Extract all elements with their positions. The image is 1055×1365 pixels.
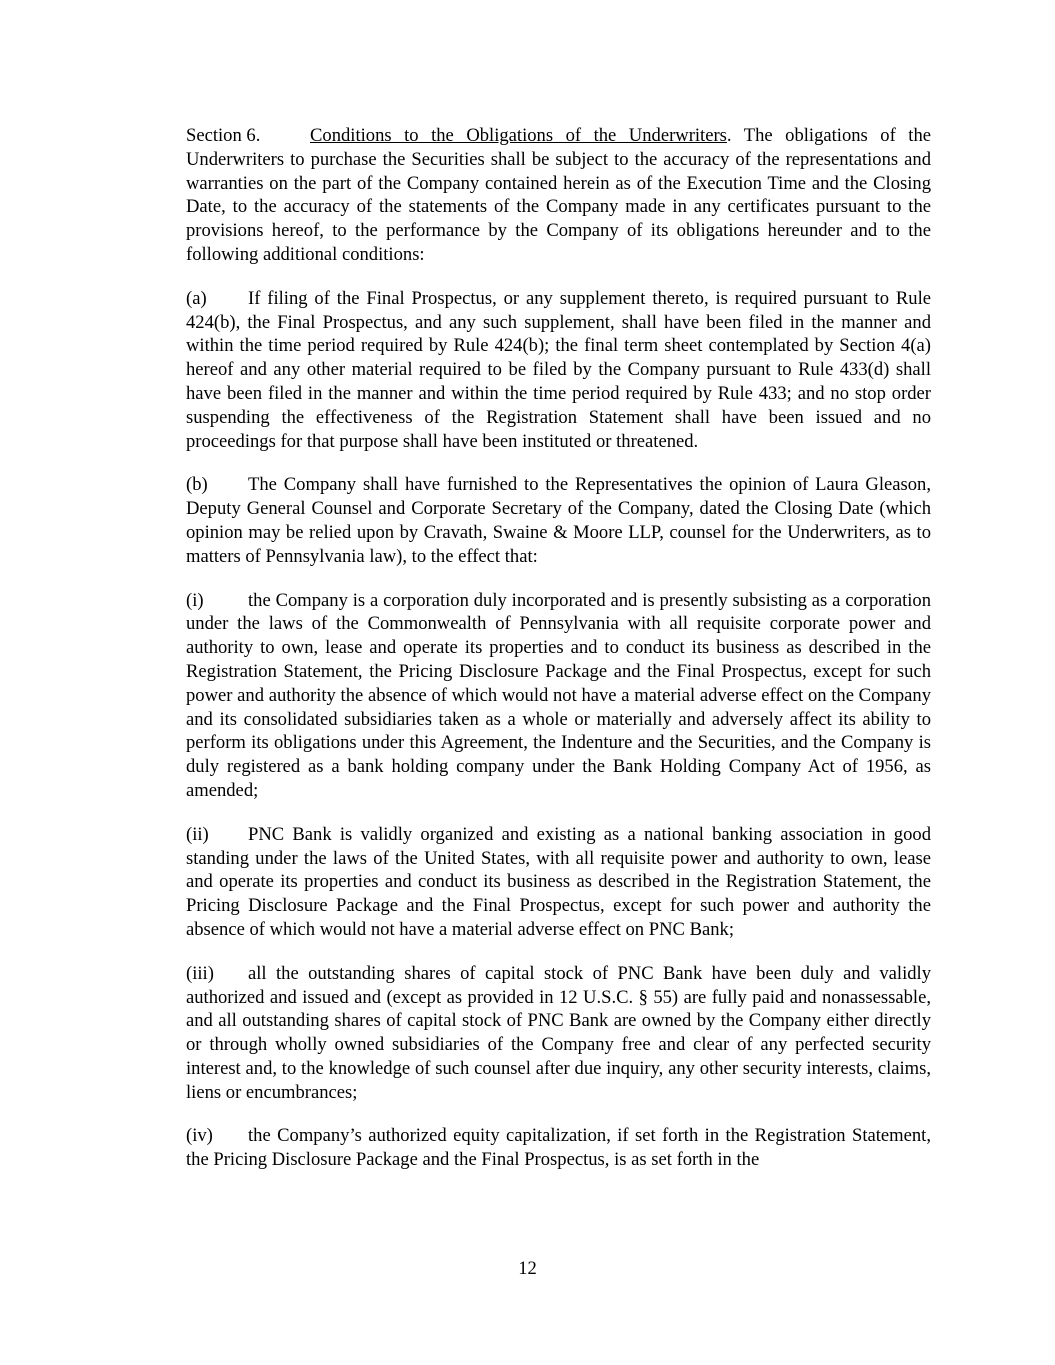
paragraph-label: (ii) [186, 823, 209, 845]
paragraph-label: (b) [186, 474, 208, 496]
paragraph-a [186, 287, 931, 454]
paragraph-i [186, 589, 931, 803]
section-heading: Conditions to the Obligations of the Underwriters [310, 125, 727, 146]
paragraph-label: (a) [186, 287, 207, 309]
paragraph-label: (iii) [186, 962, 214, 984]
paragraph-iv [186, 1124, 931, 1172]
section-text: The obligations of the Underwriters to purchase the Securities shall be subject to the accuracy of the representations and warranties on the part of the Company contained herein as of the Execution Time and the Closing Date, to the accuracy of the statements of the Company made in any certificates pursuant to the provisions hereof, to the performance by the Company of its obligations hereunder and to the following additional conditions: [186, 125, 931, 265]
paragraph-iii [186, 962, 931, 1105]
paragraph-text: PNC Bank is validly organized and existing as a national banking association in good standing under the laws of the United States, with all requisite power and authority to own, lease and operate its properties and conduct its business as described in the Registration Statement, the Pricing Disclosure Package and the Final Prospectus, except for such power and authority the absence of which would not have a material adverse effect on PNC Bank; [186, 823, 931, 940]
paragraph-text: the Company’s authorized equity capitalization, if set forth in the Registration Statement, the Pricing Disclosure Package and the Final Prospectus, is as set forth in the [186, 1125, 931, 1171]
section-label: Section 6. [186, 125, 261, 146]
paragraph-text: If filing of the Final Prospectus, or any supplement thereto, is required pursuant to Rule 424(b), the Final Prospectus, and any such supplement, shall have been filed in the manner and within the time period required by Rule 424(b); the final term sheet contemplated by Section 4(a) hereof and any other material required to be filed by the Company pursuant to Rule 433(d) shall have been filed in the manner and within the time period required by Rule 433; and no stop order suspending the effectiveness of the Registration Statement shall have been issued and no proceedings for that purpose shall have been instituted or threatened. [186, 287, 931, 452]
paragraph-text: The Company shall have furnished to the Representatives the opinion of Laura Gleason, Deputy General Counsel and Corporate Secretary of the Company, dated the Closing Date (which opinion may be relied upon by Cravath, Swaine & Moore LLP, counsel for the Underwriters, as to matters of Pennsylvania law), to the effect that: [186, 474, 931, 567]
section-6-paragraph [186, 124, 931, 267]
document-body [186, 124, 931, 1192]
paragraph-text: the Company is a corporation duly incorporated and is presently subsisting as a corporation under the laws of the Commonwealth of Pennsylvania with all requisite corporate power and authority to own, lease and operate its properties and to conduct its business as described in the Registration Statement, the Pricing Disclosure Package and the Final Prospectus, except for such power and authority the absence of which would not have a material adverse effect on the Company and its consolidated subsidiaries taken as a whole or materially and adversely affect its ability to perform its obligations under this Agreement, the Indenture and the Securities, and the Company is duly registered as a bank holding company under the Bank Holding Company Act of 1956, as amended; [186, 589, 931, 801]
paragraph-b [186, 473, 931, 568]
paragraph-label: (iv) [186, 1125, 213, 1147]
paragraph-text: all the outstanding shares of capital stock of PNC Bank have been duly and validly authorized and issued and (except as provided in 12 U.S.C. § 55) are fully paid and nonassessable, and all outstanding shares of capital stock of PNC Bank are owned by the Company either directly or through wholly owned subsidiaries of the Company free and clear of any perfected security interest and, to the knowledge of such counsel after due inquiry, any other security interests, claims, liens or encumbrances; [186, 962, 931, 1103]
paragraph-ii [186, 823, 931, 942]
section-heading-period: . [726, 125, 732, 146]
page-number: 12 [518, 1258, 537, 1279]
paragraph-label: (i) [186, 589, 204, 611]
